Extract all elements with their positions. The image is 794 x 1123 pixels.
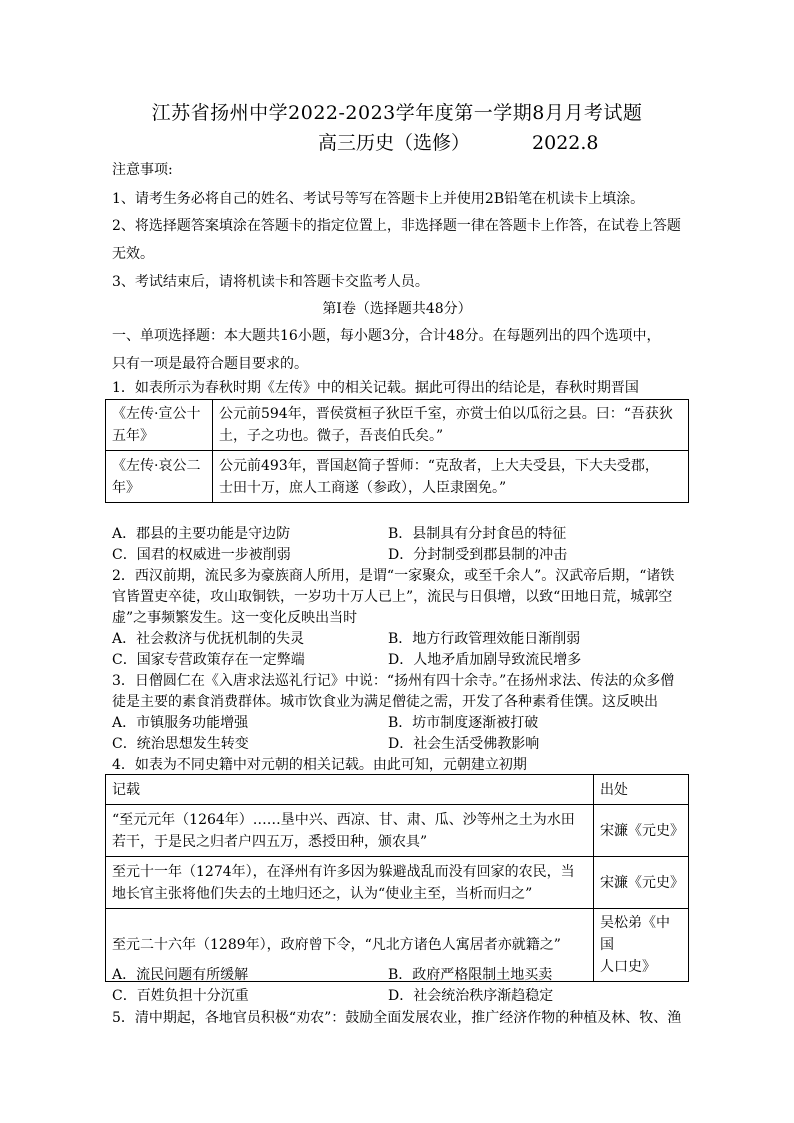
q1-option-a[interactable]: A．郡县的主要功能是守边防: [112, 526, 291, 542]
exam-subtitle: [318, 128, 599, 155]
notice-item-2: 2、将选择题答案填涂在答题卡的指定位置上，非选择题一律在答题卡上作答，在试卷上答题: [112, 218, 681, 234]
record-text: 公元前493年，晋国赵简子誓师：“克敌者，上大夫受县，下大夫受郡，: [219, 457, 659, 474]
section-title: 第Ⅰ卷（选择题共48分）: [322, 301, 472, 317]
section-instructions: 一、单项选择题：本大题共16小题，每小题3分，合计48分。在每题列出的四个选项中，: [112, 328, 661, 344]
notice-heading: 注意事项:: [112, 162, 173, 178]
notice-item-2-cont: 无效。: [112, 246, 154, 262]
q2-option-d[interactable]: D．人地矛盾加剧导致流民增多: [388, 652, 582, 668]
question-5-stem: 5．清中期起，各地官员积极“劝农”：鼓励全面发展农业，推广经济作物的种植及林、牧、渔: [112, 1010, 682, 1026]
record-cell: [213, 451, 689, 503]
header-source: 出处: [594, 775, 689, 805]
record-text: 土，子之功也。微子，吾丧伯氏矣。”: [219, 428, 444, 444]
source-text: 年》: [112, 479, 140, 496]
question-4-stem: 4．如表为不同史籍中对元朝的相关记载。由此可知，元朝建立初期: [112, 757, 527, 773]
record-cell: [106, 857, 594, 909]
record-text: 士田十万，庶人工商遂（参政），人臣隶圉免。”: [219, 479, 507, 496]
q3-option-d[interactable]: D．社会生活受佛教影响: [388, 736, 540, 752]
q2-option-b[interactable]: B．地方行政管理效能日渐削弱: [388, 631, 581, 647]
q1-option-d[interactable]: D．分封制受到郡县制的冲击: [388, 547, 568, 563]
q1-option-c[interactable]: C．国君的权威进一步被削弱: [112, 547, 291, 563]
record-text: 地长官主张将他们失去的土地归还之，认为“使业主至，当析而归之”: [112, 885, 533, 902]
q4-option-c[interactable]: C．百姓负担十分沉重: [112, 988, 249, 1004]
q3-option-a[interactable]: A．市镇服务功能增强: [112, 715, 249, 731]
q2-option-a[interactable]: A．社会救济与优抚机制的失灵: [112, 631, 305, 647]
table-row: [106, 857, 689, 909]
exam-title: 江苏省扬州中学2022-2023学年度第一学期8月月考试题: [151, 102, 643, 124]
q1-option-b[interactable]: B．县制具有分封食邑的特征: [388, 526, 567, 542]
question-2-stem: 2．西汉前期，流民多为豪族商人所用，是谓“一家聚众，或至千余人”。汉武帝后期，“诸铁: [112, 568, 675, 584]
question-3-stem-cont: 徒是主要的素食消费群体。城市饮食业为满足僧徒之需，开发了各种素肴佳馔。这反映出: [112, 694, 658, 710]
source-text: 五年》: [112, 428, 154, 444]
record-text: 至元十一年（1274年），在泽州有许多因为躲避战乱而没有回家的农民，当: [112, 863, 575, 880]
q4-option-a[interactable]: A．流民问题有所缓解: [112, 967, 249, 983]
source-cell: [106, 451, 213, 503]
source-cell: [106, 400, 213, 451]
q4-option-b[interactable]: B．政府严格限制土地买卖: [388, 967, 553, 983]
record-text: 若干，于是民之归者户四五万，悉授田种，颁农具”: [112, 833, 428, 850]
record-text: “至元元年（1264年）……垦中兴、西凉、甘、肃、瓜、沙等州之土为水田: [112, 811, 575, 828]
notice-item-1: 1、请考生务必将自己的姓名、考试号等写在答题卡上并使用2B铅笔在机读卡上填涂。: [112, 191, 645, 207]
source-cell: [594, 909, 689, 982]
source-text: 吴松弟《中国: [600, 915, 670, 953]
table-header-row: [106, 775, 689, 805]
record-cell: [106, 805, 594, 857]
record-text: 至元二十六年（1289年），政府曾下令，“凡北方诸色人寓居者亦就籍之”: [112, 937, 561, 953]
table-row: [106, 805, 689, 857]
question-2-stem-cont: 官皆置吏卒徒，攻山取铜铁，一岁功十万人已上”，流民与日俱增，以致“田地日荒，城郭空: [112, 589, 673, 605]
question-3-stem: 3．日僧圆仁在《入唐求法巡礼行记》中说：“扬州有四十余寺。”在扬州求法、传法的众多僧: [112, 673, 675, 689]
table-row: [106, 400, 689, 451]
record-text: 公元前594年，晋侯赏桓子狄臣千室，亦赏士伯以瓜衍之县。曰：“吾获狄: [219, 406, 673, 422]
table-row: [106, 451, 689, 503]
q3-option-c[interactable]: C．统治思想发生转变: [112, 736, 249, 752]
source-text: 宋濂《元史》: [600, 874, 684, 891]
question-1-table: [105, 399, 689, 503]
subject-label: 高三历史（选修）: [318, 132, 471, 154]
source-cell: [594, 805, 689, 857]
exam-date: 2022.8: [532, 132, 599, 154]
section-instructions-cont: 只有一项是最符合题目要求的。: [112, 356, 308, 372]
header-record: 记载: [106, 775, 594, 805]
source-text: 《左传·哀公二: [112, 457, 201, 474]
q4-option-d[interactable]: D．社会统治秩序渐趋稳定: [388, 988, 554, 1004]
question-1-stem: 1．如表所示为春秋时期《左传》中的相关记载。据此可得出的结论是，春秋时期晋国: [112, 380, 639, 396]
source-cell: [594, 857, 689, 909]
question-4-table: [105, 774, 689, 982]
record-cell: [213, 400, 689, 451]
notice-item-3: 3、考试结束后，请将机读卡和答题卡交监考人员。: [112, 274, 429, 290]
question-2-stem-cont: 虚”之事频繁发生。这一变化反映出当时: [112, 610, 358, 626]
source-text: 《左传·宣公十: [112, 406, 201, 422]
q2-option-c[interactable]: C．国家专营政策存在一定弊端: [112, 652, 305, 668]
source-text: 人口史》: [600, 959, 656, 975]
source-text: 宋濂《元史》: [600, 822, 684, 839]
q3-option-b[interactable]: B．坊市制度逐渐被打破: [388, 715, 539, 731]
